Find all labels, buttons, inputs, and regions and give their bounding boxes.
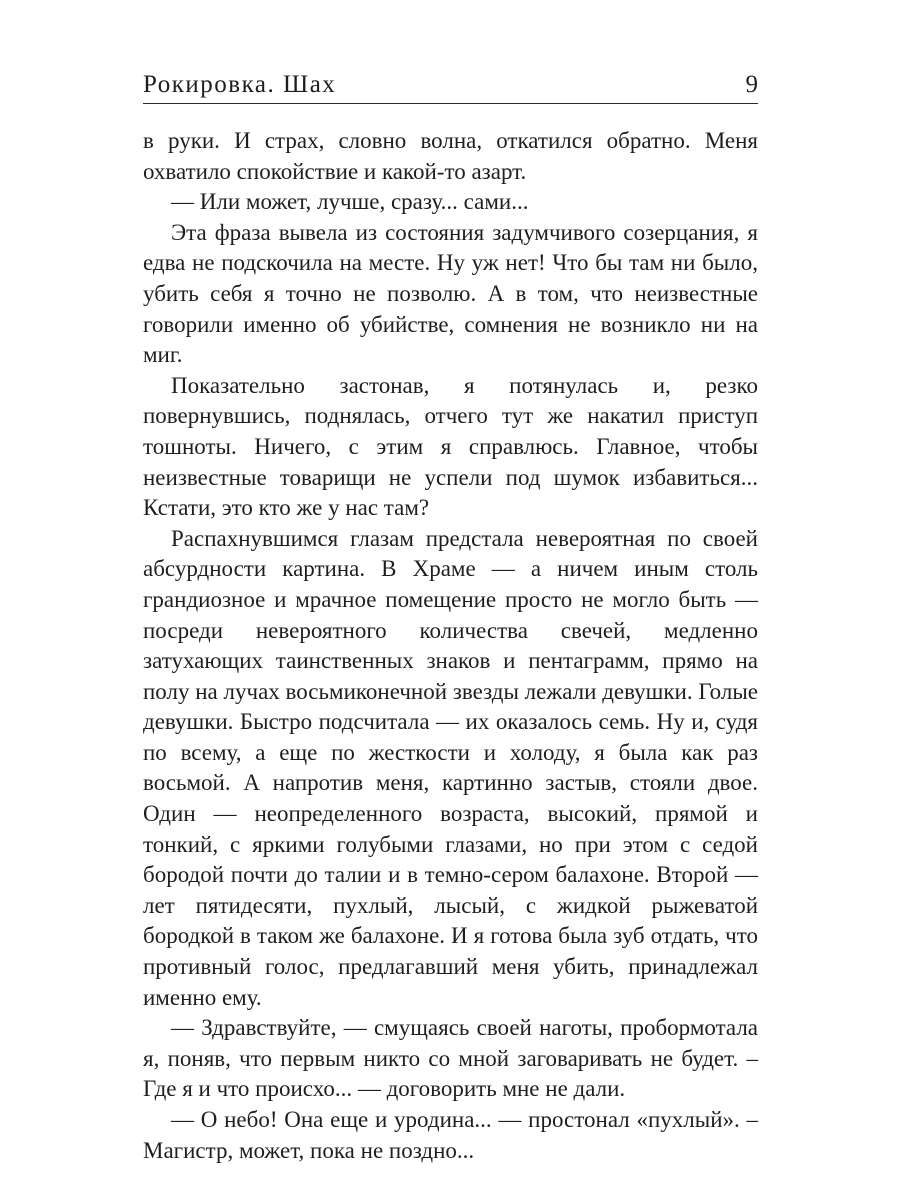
running-title: Рокировка. Шах [143,71,337,98]
paragraph: в руки. И страх, словно волна, откатился обратно. Меня охватило спокойствие и какой-то азарт. [143,128,758,184]
paragraph: — Или может, лучше, сразу... сами... [171,189,529,215]
paragraph: Эта фраза вывела из состояния задумчивого созерцания, я едва не подскочила на месте. Ну уж нет! Что бы там ни было, убить себя я точно не позволю. А в том, что неизвестные говорили именно об убийстве, сомнения не возникло ни на миг. [143,219,758,368]
running-header [143,60,758,104]
paragraph: — О небо! Она еще и уродина... — простонал «пухлый». – Магистр, может, пока не поздно... [143,1107,758,1163]
paragraph: Показательно застонав, я потянулась и, резко повернувшись, поднялась, отчего тут же накатил приступ тошноты. Ничего, с этим я справлюсь. Главное, чтобы неизвестные товарищи не успели под шумок избавиться... Кстати, это кто же у нас там? [143,372,758,521]
header-rule [143,103,758,104]
body-text [143,126,758,1166]
page-number: 9 [745,71,758,98]
book-page [143,60,758,1166]
paragraph: Распахнувшимся глазам предстала невероятная по своей абсурдности картина. В Храме — а ничем иным столь грандиозное и мрачное помещение просто не могло быть — посреди невероятного количества свечей, медленно затухающих таинственных знаков и пентаграмм, прямо на полу на лучах восьмиконечной звезды лежали девушки. Голые девушки. Быстро подсчитала — их оказалось семь. Ну и, судя по всему, а еще по жесткости и холоду, я была как раз восьмой. А напротив меня, картинно застыв, стояли двое. Один — неопределенного возраста, высокий, прямой и тонкий, с яркими голубыми глазами, но при этом с седой бородой почти до талии и в темно-сером балахоне. Второй — лет пятидесяти, пухлый, лысый, с жидкой рыжеватой бородкой в таком же балахоне. И я готова была зуб отдать, что противный голос, предлагавший меня убить, принадлежал именно ему. [143,525,758,1010]
paragraph: — Здравствуйте, — смущаясь своей наготы, пробормотала я, поняв, что первым никто со мной заговаривать не будет. – Где я и что происхо... — договорить мне не дали. [143,1015,758,1102]
